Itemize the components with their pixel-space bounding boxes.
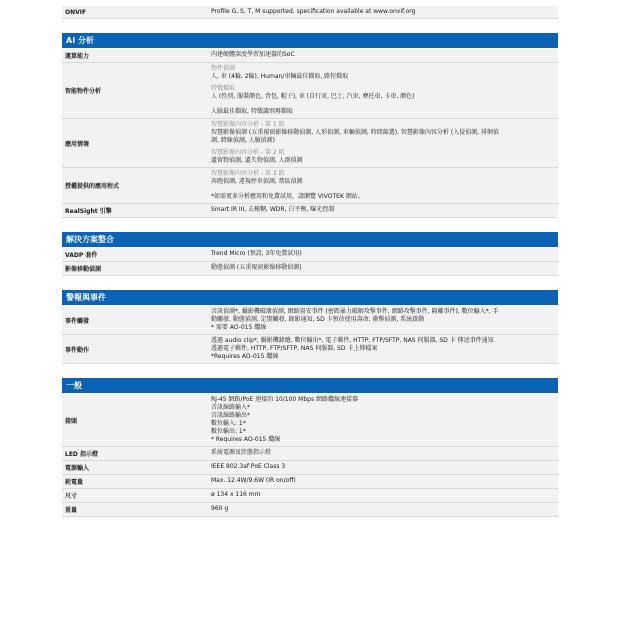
value-subheading: 智慧影像內容分析 - 第 2 組 [211,149,285,156]
spec-label: 事件觸發 [65,317,90,325]
spec-row [62,394,558,447]
spec-value [208,248,558,261]
value-line: 960 g [211,505,229,512]
spec-value [208,49,558,62]
spec-value [208,461,558,474]
spec-value [208,306,558,334]
spec-label: RealSight 引擎 [65,208,112,215]
value-block [211,505,555,513]
value-line: 智慧影像偵測 (五重視窗影像移動偵測, 人形偵測, 車輛偵測, 時間篩選), 智慧影像內容分析 (入侵偵測, 徘徊偵 [211,129,499,136]
value-subheading: 智慧影像內容分析 - 第 3 組 [211,170,285,177]
value-line: *如需更多分析應用和免費試用，請瀏覽 VIVOTEK 網站。 [211,193,364,200]
spec-value [208,503,558,516]
spec-row [62,335,558,364]
spec-row [62,262,558,276]
spec-sheet [62,6,558,517]
spec-row [62,119,558,168]
value-line: * Requires AO-015 纜線 [211,436,281,443]
spec-value [208,447,558,460]
value-line: 音訊線路輸出* [211,412,251,419]
spec-row [62,63,558,119]
value-line: ø 134 x 116 mm [211,491,261,498]
value-line: 測, 跨線偵測, 人臉偵測) [211,137,275,144]
value-line: Max. 12.4W/9.6W (IR on/off) [211,477,296,484]
value-line: Trend Micro (預設, 3年免費試用) [211,250,302,257]
spec-row [62,49,558,63]
spec-row [62,168,558,204]
value-line: 遺留物偵測, 遺失物偵測, 人群偵測 [211,157,303,164]
value-line: 系統電源及狀態指示燈 [211,449,272,456]
value-line: *Requires AO-015 纜線 [211,353,279,360]
spec-value [208,119,558,167]
spec-label: ONVIF [65,8,87,16]
spec-row [62,447,558,461]
value-subheading: 智慧影像內容分析 - 第 1 組 [211,121,285,128]
spec-label: 尺寸 [65,493,78,500]
value-block [211,108,555,116]
value-subheading: 物件偵測 [211,65,236,72]
value-line: IEEE 802.3af PoE Class 3 [211,463,286,470]
value-block [211,396,555,444]
spec-label: LED 指示燈 [65,451,98,458]
spec-value [208,63,558,118]
value-block [211,170,555,186]
spec-row [62,248,558,262]
spec-value [208,489,558,502]
value-block [211,449,555,457]
value-line: 數位輸出: 1* [211,428,246,435]
value-block [211,477,555,485]
value-block [211,121,555,145]
value-block [211,491,555,499]
value-line: 音訊偵測*, 攝影機破壞偵測, 網路資安事件 (密碼暴力破解攻擊事件, 網路攻擊事件, 隔離事件), 數位輸入*, 手 [211,308,499,315]
spec-row [62,204,558,218]
spec-value [208,394,558,446]
spec-label: 重量 [65,507,78,514]
spec-label: 應用情境 [65,140,90,148]
value-line: 奔跑偵測, 違規停車偵測, 禁區偵測 [211,178,303,185]
value-block [211,85,555,101]
value-line: 動觸發, 動態偵測, 定期觸發, 錄影通知, SD 卡預估使用壽命, 衝擊偵測, 系統啟動 [211,316,425,323]
spec-label: 耗電量 [65,479,84,486]
spec-label: 授權提供的應用程式 [65,183,120,190]
value-line: Smart IR III, 去模糊, WDR, 白平衡, 曝光控制 [211,206,335,213]
value-line: 人 (性別, 服裝顏色, 背包, 帽子), 車 (自行車, 巴士, 汽車, 摩托車, 卡車, 顏色) [211,93,415,100]
spec-value [208,335,558,363]
value-subheading: 特徵擷取 [211,85,236,92]
value-block [211,463,555,471]
value-line: RJ-45 網路/PoE 連接的 10/100 Mbps 網路纜線連接器 [211,396,358,403]
value-line: 人臉最佳擷取, 特徵識別再擷取 [211,108,293,115]
spec-label: VADP 套件 [65,252,98,259]
value-line: 內建硬體深度學習加速器的SoC [211,51,295,58]
section-gap [62,218,558,232]
section-header: 解決方案整合 [62,232,558,248]
spec-label: 接頭 [65,417,78,425]
spec-label: 智能物件分析 [65,88,102,95]
spec-row [62,503,558,517]
value-block [211,193,555,201]
spec-row [62,306,558,335]
top-rows [62,6,558,19]
section-gap [62,364,558,378]
spec-row [62,461,558,475]
section-header: 警報與事件 [62,290,558,306]
value-block [211,149,555,165]
spec-value [208,204,558,217]
spec-value: Profile G, S, T, M supported, specification available at www.onvif.org [211,8,416,15]
spec-label: 事件動作 [65,346,90,354]
value-block [211,337,555,361]
value-block [211,264,555,272]
spec-sections [62,19,558,517]
section-header: AI 分析 [62,33,558,49]
value-block [211,308,555,332]
spec-row-onvif [62,6,558,19]
spec-label: 運算能力 [65,53,90,60]
value-line: 數位輸入: 1* [211,420,246,427]
spec-label: 電源輸入 [65,465,90,472]
spec-value [208,168,558,203]
section-gap [62,276,558,290]
value-line: 透過 audio clip*, 攝影機錄繪, 數位輸出*, 電子郵件, HTTP, FTP/SFTP, NAS 伺服器, SD 卡 傳送事件通知 [211,337,494,344]
value-block [211,250,555,258]
section-header: 一般 [62,378,558,394]
value-line: 透過電子郵件, HTTP, FTP/SFTP, NAS 伺服器, SD 卡上傳檔案 [211,345,378,352]
section-gap [62,19,558,33]
spec-value [208,475,558,488]
spec-row [62,489,558,503]
spec-value [208,262,558,275]
value-block [211,51,555,59]
value-line: * 需要 AO-015 纜線 [211,324,267,331]
value-line: 動態偵測 (五重視窗影像移動偵測) [211,264,302,271]
spec-row [62,475,558,489]
value-block [211,206,555,214]
value-block [211,65,555,81]
spec-label: 影像移動偵測 [65,266,102,273]
value-line: 音訊線路輸入* [211,404,251,411]
value-line: 人, 車 (4輪, 2輪), Human/車輛最佳擷取, 路徑擷取 [211,73,349,80]
